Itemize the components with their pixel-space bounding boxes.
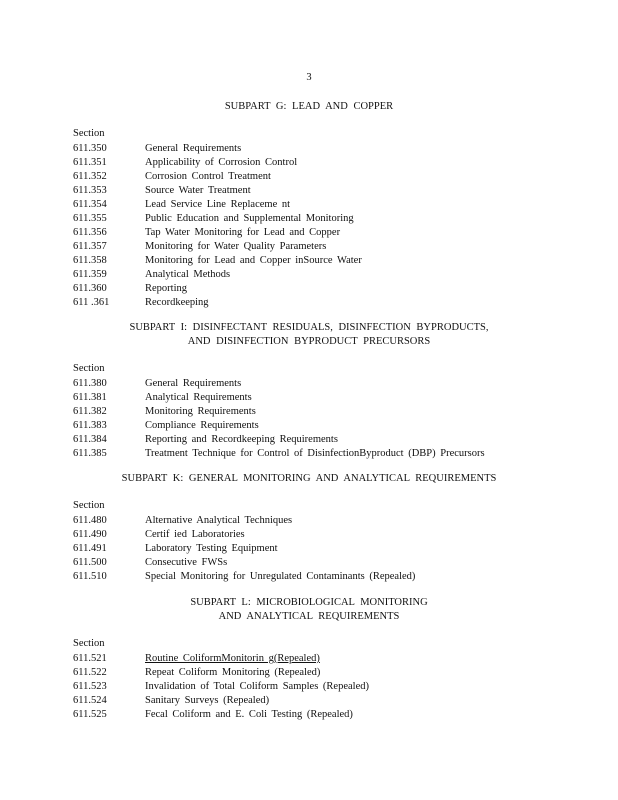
section-title: Special Monitoring for Unregulated Contaminants (Repealed)	[145, 571, 416, 582]
list-item	[73, 556, 227, 570]
section-number: 611.384	[73, 434, 107, 445]
section-number: 611.521	[73, 653, 107, 664]
subpart-g-heading-line: SUBPART G: LEAD AND COPPER	[224, 101, 394, 112]
section-title: Lead Service Line Replaceme nt	[145, 199, 291, 210]
section-number: 611.510	[73, 571, 107, 582]
section-title: Laboratory Testing Equipment	[145, 543, 278, 554]
list-item	[73, 377, 241, 391]
section-title: Consecutive FWSs	[145, 557, 228, 568]
section-number: 611.522	[73, 667, 107, 678]
section-number: 611.357	[73, 241, 107, 252]
list-item	[73, 212, 354, 226]
list-item	[73, 666, 320, 680]
section-number: 611.352	[73, 171, 107, 182]
section-title: Reporting and Recordkeeping Requirements	[145, 434, 338, 445]
subpart-l-heading	[0, 596, 618, 624]
section-number: 611.491	[73, 543, 107, 554]
section-label: Section	[73, 500, 105, 511]
list-item	[73, 391, 252, 405]
section-number: 611.385	[73, 448, 107, 459]
list-item	[73, 268, 230, 282]
section-title: Analytical Requirements	[145, 392, 252, 403]
section-title: Analytical Methods	[145, 269, 231, 280]
list-item	[73, 694, 269, 708]
section-number: 611.490	[73, 529, 107, 540]
section-title: Monitoring Requirements	[145, 406, 256, 417]
section-number: 611.382	[73, 406, 107, 417]
list-item	[73, 296, 209, 310]
section-title: Alternative Analytical Techniques	[145, 515, 293, 526]
section-label: Section	[73, 638, 105, 649]
subpart-i-heading-line: AND DISINFECTION BYPRODUCT PRECURSORS	[187, 336, 431, 347]
section-title: Repeat Coliform Monitoring (Repealed)	[145, 667, 321, 678]
section-number: 611.524	[73, 695, 107, 706]
section-title: Treatment Technique for Control of DisinfectionByproduct (DBP) Precursors	[145, 448, 485, 459]
list-item	[73, 142, 241, 156]
section-title: Compliance Requirements	[145, 420, 259, 431]
list-item	[73, 652, 320, 666]
list-item	[73, 570, 415, 584]
list-item	[73, 405, 256, 419]
section-number: 611.360	[73, 283, 107, 294]
subpart-l-heading-line: AND ANALYTICAL REQUIREMENTS	[218, 611, 400, 622]
list-item	[73, 254, 362, 268]
section-number: 611.353	[73, 185, 107, 196]
section-number: 611.480	[73, 515, 107, 526]
section-title: Monitoring for Lead and Copper inSource Water	[145, 255, 362, 266]
section-title: Applicability of Corrosion Control	[145, 157, 298, 168]
subpart-g-heading	[0, 100, 618, 114]
section-title: Tap Water Monitoring for Lead and Copper	[145, 227, 341, 238]
list-item	[73, 708, 353, 722]
section-title: Corrosion Control Treatment	[145, 171, 271, 182]
list-item	[73, 226, 340, 240]
section-number: 611.383	[73, 420, 107, 431]
section-label: Section	[73, 363, 105, 374]
section-title: Sanitary Surveys (Repealed)	[145, 695, 270, 706]
list-item	[73, 514, 292, 528]
section-title: Routine ColiformMonitorin g(Repealed)	[145, 653, 320, 664]
section-number: 611.500	[73, 557, 107, 568]
section-title: Certif ied Laboratories	[145, 529, 245, 540]
list-item	[73, 433, 338, 447]
section-number: 611.380	[73, 378, 107, 389]
section-number: 611.354	[73, 199, 107, 210]
list-item	[73, 170, 271, 184]
section-title: Recordkeeping	[145, 297, 209, 308]
section-number: 611.359	[73, 269, 107, 280]
section-number: 611.525	[73, 709, 107, 720]
subpart-k-heading-line: SUBPART K: GENERAL MONITORING AND ANALYTICAL REQUIREMENTS	[121, 473, 497, 484]
section-title: Monitoring for Water Quality Parameters	[145, 241, 327, 252]
subpart-i-heading	[0, 321, 618, 349]
section-number: 611.358	[73, 255, 107, 266]
section-number: 611.381	[73, 392, 107, 403]
section-title: General Requirements	[145, 378, 242, 389]
section-number: 611 .361	[73, 297, 110, 308]
section-title: Invalidation of Total Coliform Samples (Repealed)	[145, 681, 369, 692]
section-title: Public Education and Supplemental Monitoring	[145, 213, 354, 224]
list-item	[73, 184, 251, 198]
list-item	[73, 240, 326, 254]
section-title: Source Water Treatment	[145, 185, 251, 196]
list-item	[73, 282, 187, 296]
list-item	[73, 198, 290, 212]
subpart-l-heading-line: SUBPART L: MICROBIOLOGICAL MONITORING	[190, 597, 428, 608]
page-number: 3	[306, 72, 312, 83]
list-item	[73, 680, 369, 694]
section-number: 611.350	[73, 143, 107, 154]
section-number: 611.355	[73, 213, 107, 224]
subpart-i-heading-line: SUBPART I: DISINFECTANT RESIDUALS, DISINFECTION BYPRODUCTS,	[129, 322, 489, 333]
list-item	[73, 419, 259, 433]
section-number: 611.356	[73, 227, 107, 238]
section-title: Fecal Coliform and E. Coli Testing (Repealed)	[145, 709, 353, 720]
list-item	[73, 156, 297, 170]
section-number: 611.523	[73, 681, 107, 692]
list-item	[73, 528, 245, 542]
list-item	[73, 542, 278, 556]
list-item	[73, 447, 485, 461]
section-number: 611.351	[73, 157, 107, 168]
section-title: General Requirements	[145, 143, 242, 154]
section-title: Reporting	[145, 283, 187, 294]
subpart-k-heading	[0, 472, 618, 486]
section-label: Section	[73, 128, 105, 139]
